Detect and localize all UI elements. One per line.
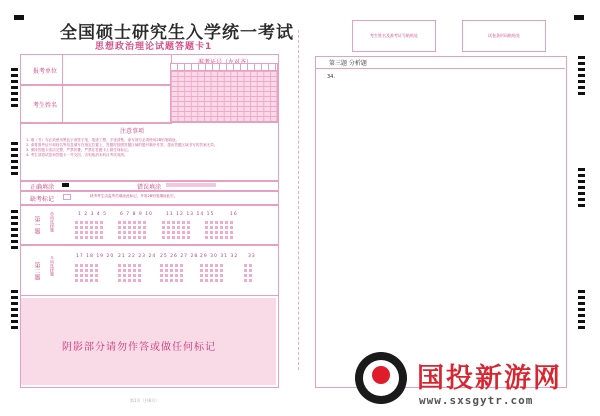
question-header bbox=[315, 56, 565, 69]
part1-label: 第一题 bbox=[33, 216, 40, 234]
wrong-fill-example bbox=[166, 183, 216, 187]
note-line: 4. 考生须将试卷和答题卡一并交回，否则取消本科目考试成绩。 bbox=[26, 153, 128, 157]
exam-unit-input[interactable] bbox=[62, 54, 172, 86]
answer-bubbles[interactable] bbox=[118, 262, 142, 284]
question-numbers: 29 30 31 32 bbox=[200, 254, 239, 259]
page-number: 第1页（共8页） bbox=[130, 398, 160, 403]
watermark-url: www.sxsgytr.com bbox=[419, 394, 534, 407]
question-numbers: 11 12 13 14 15 bbox=[166, 212, 215, 217]
note-line: 2. 请将准考证号和姓名等信息填写在指定位置上，答题时按照答题区域的题号顺序作答，超出答题区域书写的答案无效。 bbox=[26, 143, 218, 147]
correct-fill-example bbox=[62, 183, 69, 187]
barcode-box-paper: 试卷条形码粘贴处 bbox=[462, 20, 546, 52]
question-header-text: 第三题 分析题 bbox=[329, 60, 367, 67]
answer-area[interactable] bbox=[315, 56, 567, 388]
registration-mark bbox=[578, 168, 585, 208]
question-numbers: 33 bbox=[248, 254, 256, 259]
note-line: 1. 填（书）写必须使用黑色字迹签字笔，笔迹工整、字迹清楚；涂写部分必须使用2B铅笔填涂。 bbox=[26, 138, 180, 142]
answer-bubbles[interactable] bbox=[160, 262, 184, 284]
question-numbers: 21 22 23 24 bbox=[118, 254, 157, 259]
answer-bubbles[interactable] bbox=[205, 219, 235, 241]
notes-body bbox=[26, 138, 271, 178]
question-numbers: 17 18 19 20 bbox=[76, 254, 115, 259]
answer-bubbles[interactable] bbox=[200, 262, 224, 284]
exam-unit-label: 报考单位 bbox=[33, 68, 58, 75]
absent-label: 缺考标记 bbox=[30, 196, 55, 203]
question-numbers: 6 7 8 9 10 bbox=[120, 212, 153, 217]
name-label: 考生姓名 bbox=[33, 102, 58, 109]
question-number: 34. bbox=[327, 74, 335, 80]
registration-mark bbox=[11, 68, 18, 108]
watermark-logo bbox=[355, 352, 407, 404]
registration-mark bbox=[11, 290, 18, 330]
part1-section bbox=[20, 204, 279, 246]
part2-section bbox=[20, 244, 279, 296]
answer-bubbles[interactable] bbox=[162, 219, 192, 241]
name-input[interactable] bbox=[62, 84, 172, 124]
answer-card-subtitle: 思想政治理论试题答题卡1 bbox=[95, 42, 213, 52]
absent-checkbox[interactable] bbox=[63, 194, 71, 200]
answer-bubbles[interactable] bbox=[75, 262, 99, 284]
registration-mark bbox=[14, 15, 24, 20]
question-numbers: 16 bbox=[230, 212, 238, 217]
watermark bbox=[355, 352, 595, 410]
registration-mark bbox=[11, 142, 18, 178]
part2-sublabel: 多项选择题 bbox=[50, 256, 55, 276]
question-numbers: 25 26 27 28 bbox=[160, 254, 199, 259]
shaded-notice: 阴影部分请勿作答或做任何标记 bbox=[62, 342, 216, 353]
fold-line bbox=[298, 30, 299, 370]
registration-mark bbox=[578, 290, 585, 330]
exam-title: 全国硕士研究生入学统一考试 bbox=[60, 23, 294, 43]
notes-title: 注意事项 bbox=[120, 128, 145, 135]
barcode-box-candidate: 考生姓名及准考证号粘贴处 bbox=[352, 20, 436, 52]
answer-bubbles[interactable] bbox=[244, 262, 252, 284]
registration-mark bbox=[578, 56, 585, 96]
wrong-fill-label: 错误填涂 bbox=[137, 184, 162, 191]
registration-mark bbox=[574, 15, 584, 20]
correct-fill-label: 正确填涂 bbox=[30, 184, 55, 191]
note-line: 3. 保持答题卡清洁完整，严禁折叠，严禁在答题卡上做任何标记。 bbox=[26, 148, 132, 152]
part2-label: 第二题 bbox=[33, 262, 40, 280]
answer-bubbles[interactable] bbox=[118, 219, 148, 241]
registration-mark bbox=[11, 210, 18, 250]
absent-note: 缺考考生由监考员填涂此标记，并用2B铅笔填涂此栏。 bbox=[90, 194, 178, 198]
ticket-number-bubble-grid[interactable] bbox=[170, 70, 278, 122]
answer-bubbles[interactable] bbox=[75, 219, 105, 241]
question-numbers: 1 2 3 4 5 bbox=[78, 212, 108, 217]
watermark-title: 国投新游网 bbox=[417, 363, 562, 394]
part1-sublabel: 单项选择题 bbox=[50, 212, 55, 232]
